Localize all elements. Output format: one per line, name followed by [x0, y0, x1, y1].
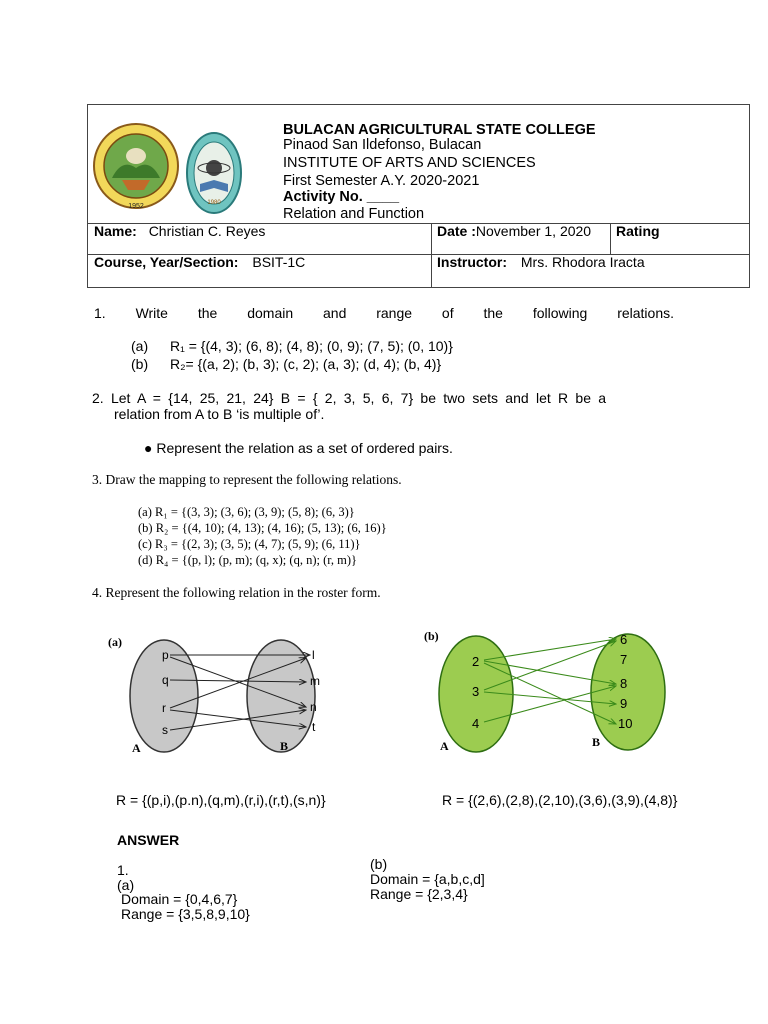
instructor-field	[437, 254, 645, 270]
institute-seal-logo	[186, 130, 242, 216]
domain-element: 2	[472, 654, 480, 669]
q2-bullet-text: Represent the relation as a set of ordered pairs.	[156, 440, 453, 456]
q1-a-text: R₁ = {(4, 3); (6, 8); (4, 8); (0, 9); (7, 5); (0, 10)}	[170, 338, 453, 354]
name-field	[94, 223, 265, 239]
roster-answer-a: R = {(p,i),(p.n),(q,m),(r,i),(r,t),(s,n)}	[116, 792, 326, 808]
q1-word: Write	[135, 305, 168, 321]
bullet-icon: ●	[144, 440, 153, 456]
q1-word: relations.	[617, 305, 674, 321]
q3-item-d: (d) R₄ = {(p, l); (p, m); (q, x); (q, n); (r, m)}	[138, 553, 358, 567]
range-element: 9	[620, 696, 628, 711]
set-a-label: A	[440, 739, 449, 753]
answer-a-range: Range = {3,5,8,9,10}	[121, 906, 250, 922]
range-element: 6	[620, 632, 628, 647]
set-b-oval	[591, 634, 665, 750]
course-field	[94, 254, 305, 270]
q3-title: 3. Draw the mapping to represent the following relations.	[92, 472, 402, 487]
domain-element: r	[162, 701, 166, 715]
instructor-value: Mrs. Rhodora Iracta	[520, 254, 645, 270]
range-element: m	[310, 674, 320, 688]
answer-heading: ANSWER	[117, 832, 180, 848]
q3-item-a: (a) R₁ = {(3, 3); (3, 6); (3, 9); (5, 8); (6, 3)}	[138, 505, 355, 519]
domain-element: 3	[472, 684, 480, 699]
domain-element: 4	[472, 716, 480, 731]
answer-1-number: 1.	[117, 862, 129, 878]
institute-name: INSTITUTE OF ARTS AND SCIENCES	[283, 155, 536, 171]
range-element: 7	[620, 652, 628, 667]
q1-a-label: (a)	[131, 338, 149, 354]
roster-answer-b: R = {(2,6),(2,8),(2,10),(3,6),(3,9),(4,8)}	[442, 792, 678, 808]
q1-word: domain	[247, 305, 294, 321]
q1-text	[94, 305, 674, 321]
answer-b-label: (b)	[370, 856, 388, 872]
q4-title: 4. Represent the following relation in the roster form.	[92, 585, 381, 600]
q1-number: 1.	[94, 305, 106, 321]
range-element: l	[312, 648, 315, 662]
date-label: Date :	[437, 223, 476, 239]
mapping-diagram-b	[420, 622, 670, 762]
q1-b-text: R₂= {(a, 2); (b, 3); (c, 2); (a, 3); (d, 4); (b, 4)}	[170, 356, 442, 372]
rating-label: Rating	[616, 223, 660, 239]
domain-element: p	[162, 648, 169, 662]
course-label: Course, Year/Section:	[94, 254, 239, 270]
range-element: t	[312, 720, 316, 734]
q2-line2: relation from A to B ‘is multiple of’.	[114, 406, 325, 422]
q1-item-a	[131, 338, 453, 354]
range-element: 8	[620, 676, 628, 691]
semester: First Semester A.Y. 2020-2021	[283, 173, 480, 189]
activity-topic: Relation and Function	[283, 206, 425, 222]
activity-number: Activity No. ____	[283, 189, 400, 205]
q1-item-b	[131, 356, 441, 372]
set-b-label: B	[280, 739, 289, 753]
range-element: n	[310, 700, 317, 714]
q1-line	[94, 305, 674, 321]
college-seal-logo	[92, 118, 180, 214]
instructor-label: Instructor:	[437, 254, 507, 270]
domain-element: s	[162, 723, 168, 737]
q1-word: of	[441, 305, 454, 321]
range-element: 10	[618, 716, 633, 731]
answer-a-label: (a)	[117, 877, 135, 893]
q1-word: the	[483, 305, 503, 321]
svg-text:1980: 1980	[207, 200, 221, 206]
college-location: Pinaod San Ildefonso, Bulacan	[283, 137, 482, 153]
answer-a-domain: Domain = {0,4,6,7}	[121, 891, 238, 907]
answer-b-range: Range = {2,3,4}	[370, 886, 468, 902]
answer-b-domain: Domain = {a,b,c,d]	[370, 871, 485, 887]
date-value: November 1, 2020	[475, 223, 592, 239]
q1-word: and	[323, 305, 347, 321]
name-value: Christian C. Reyes	[148, 223, 266, 239]
q1-word: following	[532, 305, 588, 321]
q1-word: the	[197, 305, 218, 321]
diagram-b-tag: (b)	[424, 629, 439, 643]
date-field	[437, 223, 591, 239]
course-value: BSIT-1C	[252, 254, 306, 270]
name-label: Name:	[94, 223, 137, 239]
q3-item-b: (b) R₂ = {(4, 10); (4, 13); (4, 16); (5, 13); (6, 16)}	[138, 521, 387, 535]
diagram-a-tag: (a)	[108, 635, 122, 649]
q3-item-c: (c) R₃ = {(2, 3); (3, 5); (4, 7); (5, 9); (6, 11)}	[138, 537, 361, 551]
q2-bullet	[144, 440, 453, 456]
set-a-label: A	[132, 741, 141, 755]
q1-b-label: (b)	[131, 356, 149, 372]
mapping-diagram-a	[104, 622, 344, 762]
q1-word: range	[376, 305, 413, 321]
svg-text:1952: 1952	[128, 203, 144, 210]
q2-line1: 2. Let A = {14, 25, 21, 24} B = { 2, 3, 5, 6, 7} be two sets and let R be a	[92, 390, 607, 406]
domain-element: q	[162, 673, 169, 687]
set-b-label: B	[592, 735, 601, 749]
set-b-oval	[247, 640, 315, 752]
college-name: BULACAN AGRICULTURAL STATE COLLEGE	[283, 122, 596, 138]
